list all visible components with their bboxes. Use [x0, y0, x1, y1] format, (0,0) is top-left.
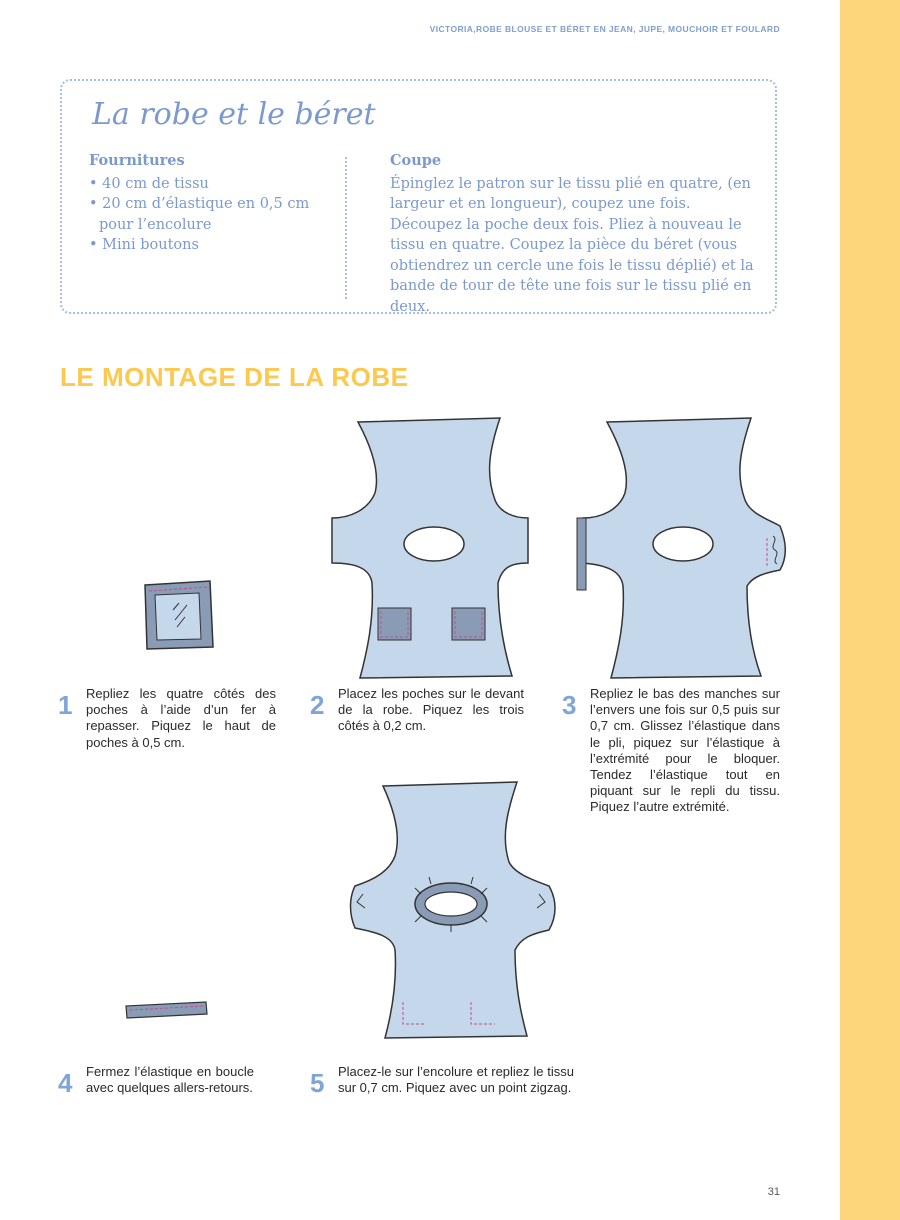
supplies-list: [89, 174, 319, 256]
step-number: 3: [562, 690, 577, 720]
step-5: [310, 1064, 574, 1096]
dress-neckline-illustration: [345, 782, 560, 1040]
step-number: 4: [58, 1068, 73, 1098]
cut-heading: Coupe: [390, 152, 442, 169]
step-text: Placez-le sur l’encolure et repliez le tissu sur 0,7 cm. Piquez avec un point zigzag.: [338, 1064, 574, 1096]
step-text: Repliez les quatre côtés des poches à l’aide d’un fer à repasser. Piquez le haut de poches à 0,5 cm.: [86, 686, 276, 750]
supply-item: • 40 cm de tissu: [89, 175, 209, 192]
dress-sleeve-illustration: [575, 418, 790, 680]
step-2: [310, 686, 524, 735]
pocket-illustration: [135, 575, 220, 655]
step-number: 1: [58, 690, 73, 720]
step-text: Repliez le bas des manches sur l’envers une fois sur 0,5 puis sur 0,7 cm. Glissez l’élastique dans le pli, piquez sur l’élastique à l’extrémité pour le bloquer. Tendez l’élastique tout en piquant sur le repli du tissu. Piquez l’autre extrémité.: [590, 686, 780, 815]
materials-box: [60, 79, 777, 314]
step-number: 2: [310, 690, 325, 720]
step-text: Placez les poches sur le devant de la robe. Piquez les trois côtés à 0,2 cm.: [338, 686, 524, 734]
cut-text: Épinglez le patron sur le tissu plié en quatre, (en largeur et en longueur), coupez une fois. Découpez la poche deux fois. Pliez à nouveau le tissu en quatre. Coupez la pièce du béret (vous obtiendrez un cercle une fois le tissu déplié) et la bande de tour de tête une fois sur le tissu plié en deux.: [390, 175, 754, 315]
cut-column: [390, 151, 762, 317]
side-color-band: [840, 0, 900, 1220]
supplies-heading: Fournitures: [89, 152, 185, 169]
step-1: [58, 686, 276, 751]
supplies-column: [89, 151, 319, 256]
step-3: [562, 686, 780, 816]
page-number: 31: [767, 1186, 780, 1198]
column-divider: [345, 157, 347, 299]
step-number: 5: [310, 1068, 325, 1098]
elastic-band-illustration: [122, 998, 212, 1026]
dress-front-illustration: [330, 418, 530, 680]
step-4: [58, 1064, 254, 1096]
step-text: Fermez l’élastique en boucle avec quelques allers-retours.: [86, 1064, 254, 1096]
supply-item: • 20 cm d’élastique en 0,5 cm pour l’encolure: [89, 196, 310, 233]
running-head: VICTORIA,ROBE BLOUSE ET BÉRET EN JEAN, JUPE, MOUCHOIR ET FOULARD: [429, 24, 780, 34]
supply-item: • Mini boutons: [89, 237, 199, 253]
box-title: La robe et le béret: [92, 97, 376, 132]
section-title: LE MONTAGE DE LA ROBE: [60, 362, 409, 392]
